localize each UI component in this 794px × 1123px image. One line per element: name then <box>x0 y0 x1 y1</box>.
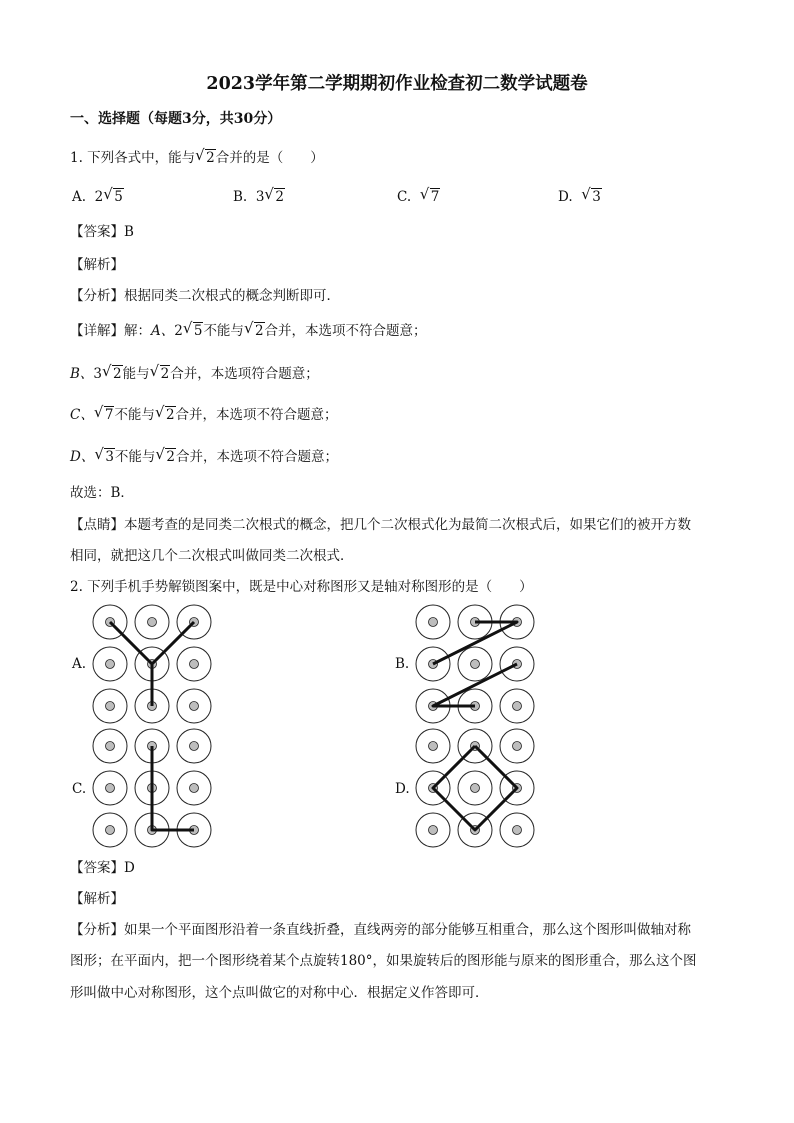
q2-fenxi-1 <box>70 920 691 940</box>
q2-label-b: B. <box>395 656 410 672</box>
q1-analysis-tag: 【解析】 <box>70 257 124 273</box>
lock-dot <box>190 742 199 751</box>
pattern-d-figure <box>413 726 537 850</box>
detail-lead: A、 <box>151 323 175 339</box>
detail-radicand: 5 <box>193 323 203 339</box>
lock-dot <box>106 742 115 751</box>
pattern-a-figure <box>90 602 214 726</box>
option-radicand: 2 <box>275 189 284 205</box>
q1-detail-c <box>70 405 338 425</box>
gesture-stroke <box>433 622 517 664</box>
q2-analysis-tag: 【解析】 <box>70 891 124 907</box>
detail-radicand: 3 <box>105 449 114 465</box>
pattern-b-figure <box>413 602 537 726</box>
detail-tail: 合并，本选项不符合题意； <box>264 323 427 339</box>
fenxi-text: 根据同类二次根式的概念判断即可． <box>124 288 340 304</box>
q1-detail-d <box>70 447 338 467</box>
lock-dot <box>513 702 522 711</box>
detail-lead: C、 <box>70 407 94 423</box>
xiangjie-tag: 【详解】 <box>70 323 124 339</box>
detail-lead: B、 <box>70 366 94 382</box>
section-heading: 一、选择题（每题3分，共30分） <box>70 111 282 127</box>
q1-detail-a <box>70 321 427 341</box>
option-radicand: 7 <box>430 189 440 205</box>
q1-stem-prefix: 1. 下列各式中，能与 <box>70 150 196 166</box>
q1-stem <box>70 148 324 168</box>
detail-radicand-2: 2 <box>165 407 175 423</box>
gesture-stroke <box>152 746 194 830</box>
detail-mid: 不能与 <box>203 323 244 339</box>
option-radicand: 5 <box>114 189 123 205</box>
q1-answer <box>70 222 134 242</box>
q2-label-a: A. <box>72 656 87 672</box>
option-radicand: 3 <box>592 189 601 205</box>
lock-dot <box>190 660 199 669</box>
q1-option-b <box>233 187 285 207</box>
page-title: 2023学年第二学期期初作业检查初二数学试题卷 <box>206 74 588 94</box>
detail-radicand-2: 2 <box>166 449 176 465</box>
sqrt-symbol <box>245 321 265 341</box>
q1-option-a <box>72 187 124 207</box>
option-label: A. <box>72 189 87 205</box>
q2-answer <box>70 858 135 878</box>
detail-tail: 合并，本选项符合题意； <box>170 366 319 382</box>
q1-option-c <box>397 187 440 207</box>
sqrt-symbol <box>156 447 176 467</box>
detail-mid: 不能与 <box>114 407 155 423</box>
detail-radicand: 2 <box>113 366 122 382</box>
lock-dot <box>429 742 438 751</box>
answer-value: D <box>124 860 135 876</box>
fenxi-tag: 【分析】 <box>70 922 124 938</box>
option-label: D. <box>558 189 573 205</box>
option-coef: 2 <box>94 189 104 205</box>
lock-dot <box>148 618 157 627</box>
sqrt-symbol <box>421 187 441 207</box>
sqrt-symbol <box>104 187 124 207</box>
lock-dot <box>106 826 115 835</box>
gesture-stroke <box>110 622 194 664</box>
sqrt-symbol <box>156 405 176 425</box>
lock-dot <box>513 826 522 835</box>
pattern-c-figure <box>90 726 214 850</box>
option-coef: 3 <box>255 189 265 205</box>
sqrt-symbol <box>95 405 115 425</box>
detail-coef: 3 <box>93 366 103 382</box>
q1-stem-radicand: 2 <box>206 150 215 166</box>
q1-choose: 故选：B． <box>70 485 134 501</box>
lock-dot <box>429 618 438 627</box>
answer-tag: 【答案】 <box>70 224 124 240</box>
detail-radicand: 7 <box>104 407 114 423</box>
detail-mid: 能与 <box>122 366 150 382</box>
option-label: C. <box>397 189 412 205</box>
detail-radicand-2: 2 <box>254 323 264 339</box>
lock-dot <box>106 784 115 793</box>
sqrt-symbol <box>95 447 115 467</box>
q2-stem: 2. 下列手机手势解锁图案中，既是中心对称图形又是轴对称图形的是（ ） <box>70 579 533 595</box>
q1-dianjing <box>70 515 691 535</box>
q1-detail-b <box>70 364 319 384</box>
dianjing-tag: 【点睛】 <box>70 517 124 533</box>
q2-fenxi-3: 形叫做中心对称图形，这个点叫做它的对称中心．根据定义作答即可． <box>70 985 489 1001</box>
sqrt-symbol <box>582 187 602 207</box>
detail-radicand-2: 2 <box>160 366 170 382</box>
sqrt-symbol <box>151 364 171 384</box>
q1-option-d <box>558 187 602 207</box>
q2-fenxi-2: 图形；在平面内，把一个图形绕着某个点旋转180°，如果旋转后的图形能与原来的图形重合，那么这个图 <box>70 953 697 969</box>
detail-mid: 不能与 <box>114 449 156 465</box>
q1-dianjing-cont: 相同，就把这几个二次根式叫做同类二次根式． <box>70 548 354 564</box>
lock-dot <box>190 784 199 793</box>
lock-dot <box>429 826 438 835</box>
q2-label-d: D. <box>395 781 410 797</box>
lock-dot <box>471 660 480 669</box>
lock-dot <box>471 784 480 793</box>
answer-value: B <box>124 224 134 240</box>
detail-tail: 合并，本选项不符合题意； <box>175 407 338 423</box>
detail-lead: D、 <box>70 449 95 465</box>
gesture-stroke <box>433 664 517 706</box>
q1-stem-suffix: 合并的是（ ） <box>215 150 324 166</box>
fenxi-tag: 【分析】 <box>70 288 124 304</box>
sqrt-symbol <box>184 321 204 341</box>
lock-dot <box>190 702 199 711</box>
lock-dot <box>106 702 115 711</box>
sqrt-symbol <box>265 187 285 207</box>
q2-label-c: C. <box>72 781 87 797</box>
lock-dot <box>106 660 115 669</box>
q1-fenxi <box>70 286 340 306</box>
sqrt-symbol <box>196 148 216 168</box>
detail-coef: 2 <box>174 323 183 339</box>
fenxi-text-1: 如果一个平面图形沿着一条直线折叠，直线两旁的部分能够互相重合，那么这个图形叫做轴对称 <box>124 922 691 938</box>
answer-tag: 【答案】 <box>70 860 124 876</box>
sqrt-symbol <box>103 364 123 384</box>
detail-tail: 合并，本选项不符合题意； <box>176 449 339 465</box>
xiangjie-start: 解： <box>124 323 151 339</box>
dianjing-text-1: 本题考查的是同类二次根式的概念，把几个二次根式化为最简二次根式后，如果它们的被开方数 <box>124 517 691 533</box>
option-label: B. <box>233 189 248 205</box>
lock-dot <box>513 742 522 751</box>
